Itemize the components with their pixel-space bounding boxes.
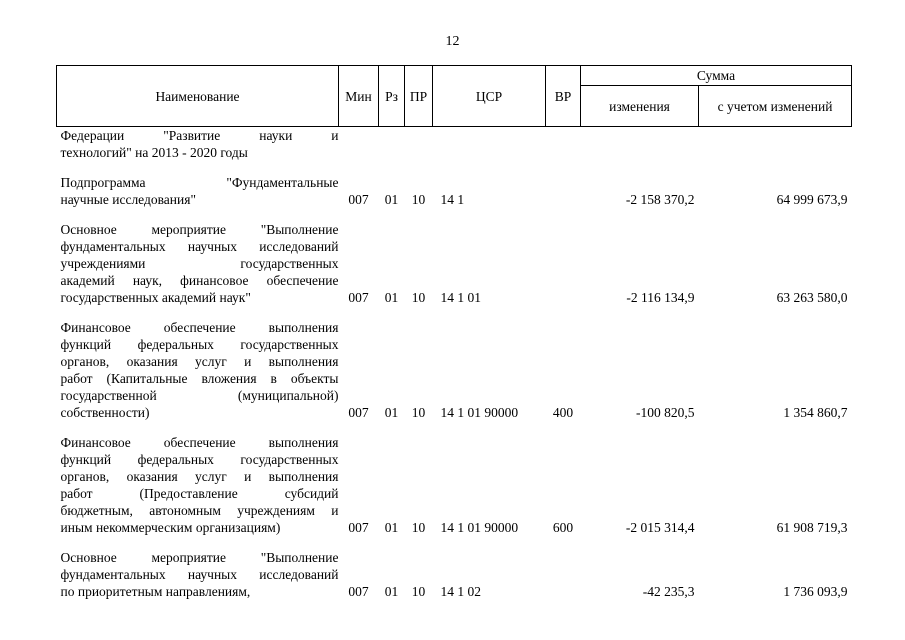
cell-pr: 10 — [411, 584, 426, 599]
name-line: бюджетным, автономным учреждениям и — [60, 503, 339, 518]
cell-pr — [405, 127, 433, 162]
cell-min — [339, 127, 379, 162]
cell-total — [699, 127, 852, 162]
name-line: работ (Капитальные вложения в объекты — [60, 371, 339, 386]
cell-vr: 600 — [552, 520, 574, 535]
name-line: собственности) — [60, 405, 150, 420]
table-body — [57, 127, 852, 601]
header-sum: Сумма — [581, 66, 852, 86]
cell-vr — [546, 549, 581, 600]
header-change: изменения — [581, 86, 699, 127]
name-line: Финансовое обеспечение выполнения — [60, 320, 339, 335]
row-spacer — [57, 306, 852, 319]
cell-min: 007 — [348, 405, 369, 420]
table-row — [57, 174, 852, 208]
cell-name — [57, 434, 339, 536]
row-spacer — [57, 208, 852, 221]
name-line: научные исследования" — [60, 192, 196, 207]
header-name: Наименование — [57, 66, 339, 127]
header-min: Мин — [339, 66, 379, 127]
cell-rz: 01 — [384, 520, 399, 535]
name-line: фундаментальных научных исследований — [60, 567, 339, 582]
name-line: государственной (муниципальной) — [60, 388, 339, 403]
cell-total: 61 908 719,3 — [776, 520, 848, 535]
name-line: технологий" на 2013 - 2020 годы — [60, 145, 248, 160]
cell-min: 007 — [348, 520, 369, 535]
cell-vr — [546, 127, 581, 162]
cell-total: 63 263 580,0 — [776, 290, 848, 305]
name-line: функций федеральных государственных — [60, 452, 339, 467]
table-row — [57, 127, 852, 162]
cell-name — [57, 319, 339, 421]
cell-vr — [546, 221, 581, 306]
name-line: фундаментальных научных исследований — [60, 239, 339, 254]
cell-csr: 14 1 01 90000 — [440, 520, 519, 535]
name-line: Финансовое обеспечение выполнения — [60, 435, 339, 450]
cell-rz: 01 — [384, 290, 399, 305]
cell-rz: 01 — [384, 584, 399, 599]
name-line: органов, оказания услуг и выполнения — [60, 354, 339, 369]
cell-csr: 14 1 — [440, 192, 465, 207]
cell-name — [57, 127, 339, 162]
header-vr: ВР — [546, 66, 581, 127]
header-pr: ПР — [405, 66, 433, 127]
name-line: Федерации "Развитие науки и — [60, 128, 339, 143]
cell-vr — [546, 174, 581, 208]
table-row — [57, 549, 852, 600]
table-row — [57, 434, 852, 536]
header-csr: ЦСР — [433, 66, 546, 127]
header-total: с учетом изменений — [699, 86, 852, 127]
cell-csr — [433, 127, 546, 162]
table-header — [57, 66, 852, 127]
cell-change: -2 015 314,4 — [625, 520, 695, 535]
name-line: работ (Предоставление субсидий — [60, 486, 339, 501]
name-line: Подпрограмма "Фундаментальные — [60, 175, 339, 190]
cell-total: 64 999 673,9 — [776, 192, 848, 207]
cell-change: -2 158 370,2 — [625, 192, 695, 207]
cell-pr: 10 — [411, 192, 426, 207]
name-line: академий наук, финансовое обеспечение — [60, 273, 339, 288]
table-row — [57, 319, 852, 421]
cell-csr: 14 1 01 90000 — [440, 405, 519, 420]
row-spacer — [57, 536, 852, 549]
cell-name — [57, 174, 339, 208]
cell-total: 1 736 093,9 — [783, 584, 848, 599]
name-line: органов, оказания услуг и выполнения — [60, 469, 339, 484]
cell-name — [57, 221, 339, 306]
cell-min: 007 — [348, 290, 369, 305]
cell-change — [581, 127, 699, 162]
name-line: учреждениями государственных — [60, 256, 339, 271]
table-row — [57, 221, 852, 306]
name-line: Основное мероприятие "Выполнение — [60, 550, 339, 565]
cell-csr: 14 1 02 — [440, 584, 481, 599]
cell-change: -2 116 134,9 — [626, 290, 695, 305]
name-line: по приоритетным направлениям, — [60, 584, 251, 599]
cell-vr: 400 — [552, 405, 574, 420]
cell-rz — [379, 127, 405, 162]
cell-pr: 10 — [411, 290, 426, 305]
cell-change: -42 235,3 — [642, 584, 695, 599]
cell-min: 007 — [348, 584, 369, 599]
page-number: 12 — [445, 34, 460, 49]
cell-change: -100 820,5 — [636, 405, 695, 420]
cell-min: 007 — [348, 192, 369, 207]
cell-rz: 01 — [384, 405, 399, 420]
cell-pr: 10 — [411, 520, 426, 535]
name-line: государственных академий наук" — [60, 290, 251, 305]
budget-table — [56, 65, 852, 600]
cell-total: 1 354 860,7 — [783, 405, 848, 420]
row-spacer — [57, 161, 852, 174]
cell-csr: 14 1 01 — [440, 290, 481, 305]
cell-name — [57, 549, 339, 600]
cell-pr: 10 — [411, 405, 426, 420]
header-rz: Рз — [379, 66, 405, 127]
name-line: иным некоммерческим организациям) — [60, 520, 281, 535]
name-line: функций федеральных государственных — [60, 337, 339, 352]
cell-rz: 01 — [384, 192, 399, 207]
name-line: Основное мероприятие "Выполнение — [60, 222, 339, 237]
row-spacer — [57, 421, 852, 434]
